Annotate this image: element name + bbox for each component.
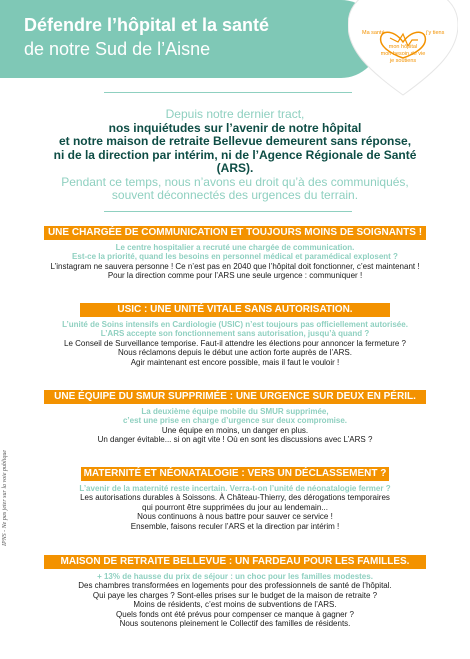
section-title: MAISON DE RETRAITE BELLEVUE : UN FARDEAU POUR LES FAMILLES. <box>44 555 426 569</box>
section-text: Moins de résidents, c’est moins de subventions de l’ARS. <box>133 600 337 610</box>
side-note: IPNS - Ne pas jeter sur la voie publique <box>2 450 8 546</box>
intro-line: souvent déconnectés des urgences du terrain. <box>111 188 359 202</box>
section-text: L’instagram ne sauvera personne ! Ce n’est pas en 2040 que l’hôpital doit fonctionner, c’est maintenant ! <box>50 261 420 271</box>
section-bellevue <box>0 555 470 628</box>
section-sub: L’ARS accepte son fonctionnement sans autorisation, jusqu’à quand ? <box>100 329 370 339</box>
section-title: USIC : UNE UNITÉ VITALE SANS AUTORISATION. <box>80 303 390 317</box>
logo-line-2: mon besoin de vie <box>380 51 426 57</box>
section-sub: c’est une prise en charge d’urgence sur deux compromise. <box>122 416 348 426</box>
intro-block <box>40 108 430 203</box>
logo-line-1: mon hôpital <box>388 44 418 50</box>
logo <box>348 0 458 100</box>
section-sub: Est-ce la priorité, quand les besoins en personnel médical et paramédical explosent ? <box>72 252 398 262</box>
section-text: Qui paye les charges ? Sont-elles prises sur le budget de la maison de retraite ? <box>92 590 378 600</box>
intro-line: ni de la direction par intérim, ni de l’Agence Régionale de Santé (ARS). <box>53 147 417 175</box>
page-title: Défendre l’hôpital et la santé <box>24 15 270 35</box>
section-title: UNE ÉQUIPE DU SMUR SUPPRIMÉE : UNE URGENCE SUR DEUX EN PÉRIL. <box>44 390 426 404</box>
section-text: Pour la direction comme pour l’ARS une seule urgence : communiquer ! <box>107 271 363 281</box>
section-communication <box>0 226 470 281</box>
intro-line: nos inquiétudes sur l’avenir de notre hôpital <box>108 120 362 135</box>
section-sub: + 13% de hausse du prix de séjour : un choc pour les familles modestes. <box>97 572 373 581</box>
section-text: Agir maintenant est encore possible, mais il faut le vouloir ! <box>130 357 340 367</box>
section-text: Quels fonds ont été prévus pour compenser ce manque à gagner ? <box>116 609 354 619</box>
page-subtitle: de notre Sud de l’Aisne <box>24 39 211 59</box>
intro-line: Pendant ce temps, nous n’avons eu droit qu’à des communiqués, <box>61 174 409 189</box>
section-usic <box>0 303 470 367</box>
section-text: qui pourront être supprimées du jour au lendemain... <box>142 502 328 512</box>
section-sub: L’unité de Soins intensifs en Cardiologie (USIC) n’est toujours pas officiellement autorisée. <box>62 320 408 329</box>
section-text: Un danger évitable... si on agit vite ! Où en sont les discussions avec L’ARS ? <box>97 435 373 445</box>
section-text: Nous soutenons pleinement le Collectif des familles de résidents. <box>119 619 351 629</box>
section-sub: Le centre hospitalier a recruté une chargée de communication. <box>115 243 355 252</box>
section-title: MATERNITÉ ET NÉONATALOGIE : VERS UN DÉCLASSEMENT ? <box>81 467 389 481</box>
section-sub: La deuxième équipe mobile du SMUR supprimée, <box>141 407 329 416</box>
section-text: Nous continuons à nous battre pour sauver ce service ! <box>137 512 333 522</box>
section-smur <box>0 390 470 445</box>
section-text: Des chambres transformées en logements pour des professionnels de santé de l’hôpital. <box>78 581 392 591</box>
section-text: Ensemble, faisons reculer l’ARS et la direction par intérim ! <box>130 521 340 531</box>
header-band <box>0 0 380 78</box>
section-text: Une équipe en moins, un danger en plus. <box>161 425 309 435</box>
section-title: UNE CHARGÉE DE COMMUNICATION ET TOUJOURS MOINS DE SOIGNANTS ! <box>44 226 426 240</box>
section-sub: L’avenir de la maternité reste incertain. Verra-t-on l’unité de néonatalogie fermer ? <box>79 484 391 493</box>
section-text: Les autorisations durables à Soissons. À Château-Thierry, des dérogations temporaires <box>80 493 390 503</box>
section-maternite <box>0 467 470 531</box>
section-text: Nous réclamons depuis le début une action forte auprès de l’ARS. <box>118 348 352 358</box>
section-text: Le Conseil de Surveillance temporise. Faut-il attendre les élections pour annoncer la fermeture ? <box>64 338 406 348</box>
logo-text-right: j’y tiens <box>426 30 445 36</box>
intro-line: et notre maison de retraite Bellevue demeurent sans réponse, <box>58 134 412 148</box>
intro-line: Depuis notre dernier tract, <box>165 107 305 121</box>
logo-text-left: Ma santé <box>362 30 385 36</box>
logo-line-3: je soutiens <box>389 58 417 64</box>
divider-top <box>104 92 352 93</box>
divider-bottom <box>104 211 352 212</box>
